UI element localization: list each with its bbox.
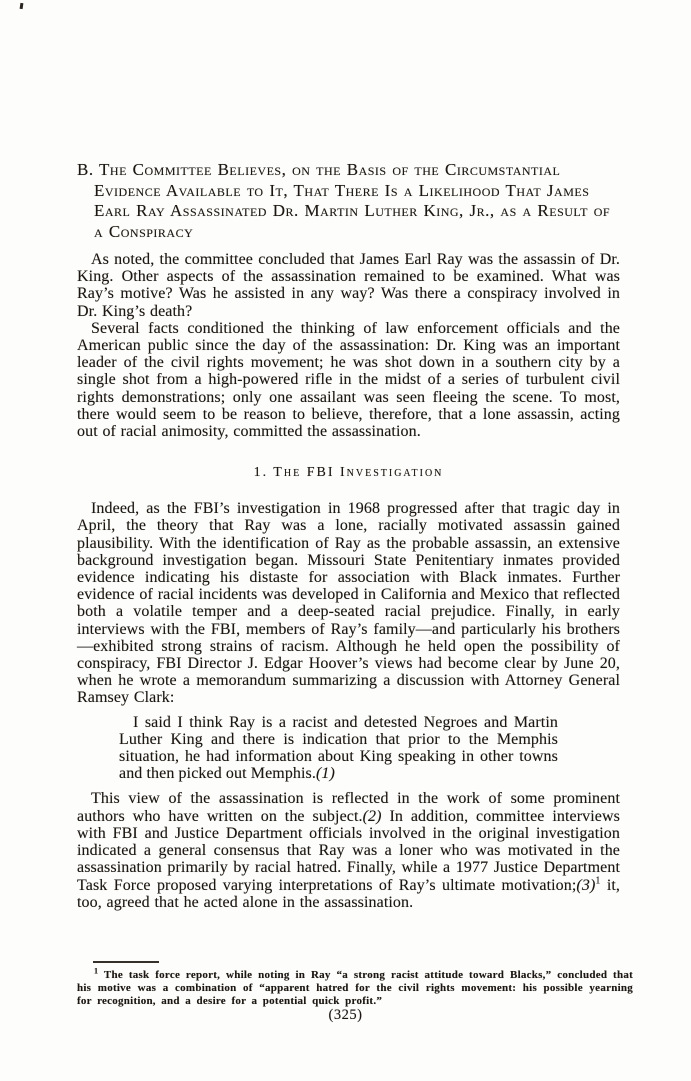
paragraph-1: As noted, the committee concluded that James Earl Ray was the assassin of Dr. King. Other aspects of the assassination remained to be examined. What was Ray’s motive? Was he assisted in any way? Was there a conspiracy involved in Dr. King’s death?	[77, 251, 620, 320]
paragraph-4-text: it, too, agreed that he acted alone in the assassination.	[77, 876, 621, 911]
footnote-body: The task force report, while noting in Ray “a strong racist attitude toward Blacks,” concluded that his motive was a combination of “apparent hatred for the civil rights movement: his possible yearning for recognition, and a desire for a potential quick profit.”	[77, 969, 633, 1007]
citation-2: (2)	[362, 807, 382, 825]
citation-3: (3)	[576, 876, 596, 894]
section-heading: 1. The FBI Investigation	[253, 465, 444, 481]
paragraph-4-text: This view of the assassination is reflected in the work of some prominent authors who have written on the subject.	[77, 790, 620, 825]
scan-artifact-mark	[20, 3, 24, 9]
footnote-reference: 1	[595, 875, 601, 887]
main-heading: B. The Committee Believes, on the Basis of the Circumstantial Evidence Available to It, That There Is a Likelihood That James Earl Ray Assassinated Dr. Martin Luther King, Jr., as a Result of a Conspiracy	[77, 160, 611, 241]
block-quote	[119, 714, 558, 783]
footnote	[77, 961, 633, 1007]
footnote-text	[77, 966, 633, 1007]
footnote-rule	[93, 961, 159, 963]
page-number: (325)	[328, 1007, 363, 1023]
quote-text: I said I think Ray is a racist and detested Negroes and Martin Luther King and there is indication that prior to the Memphis situation, he had information about King speaking in other towns and then picked out Memphis.	[119, 713, 558, 783]
page-content	[77, 160, 620, 911]
footnote-marker: 1	[94, 966, 99, 976]
citation-1: (1)	[316, 765, 335, 783]
paragraph-3: Indeed, as the FBI’s investigation in 1968 progressed after that tragic day in April, the theory that Ray was a lone, racially motivated assassin gained plausibility. With the identification of Ray as the probable assassin, an extensive background investigation began. Missouri State Penitentiary inmates provided evidence indicating his distaste for association with Black inmates. Further evidence of racial incidents was developed in California and Mexico that reflected both a volatile temper and a deep-seated racial prejudice. Finally, in early interviews with the FBI, members of Ray’s family—and particularly his brothers—exhibited strong strains of racism. Although he held open the possibility of conspiracy, FBI Director J. Edgar Hoover’s views had become clear by June 20, when he wrote a memorandum summarizing a discussion with Attorney General Ramsey Clark:	[77, 500, 620, 707]
paragraph-4-text: In addition, committee interviews with FBI and Justice Department officials involved in the original investigation indicated a general consensus that Ray was a loner who was motivated in the assassination primarily by racial hatred. Finally, while a 1977 Justice Department Task Force proposed varying interpretations of Ray’s ultimate motivation;	[77, 807, 620, 894]
paragraph-2: Several facts conditioned the thinking of law enforcement officials and the American public since the day of the assassination: Dr. King was an important leader of the civil rights movement; he was shot down in a southern city by a single shot from a high-powered rifle in the midst of a series of turbulent civil rights demonstrations; only one assailant was seen fleeing the scene. To most, there would seem to be reason to believe, therefore, that a lone assassin, acting out of racial animosity, committed the assassination.	[77, 319, 620, 441]
paragraph-4	[77, 790, 620, 910]
